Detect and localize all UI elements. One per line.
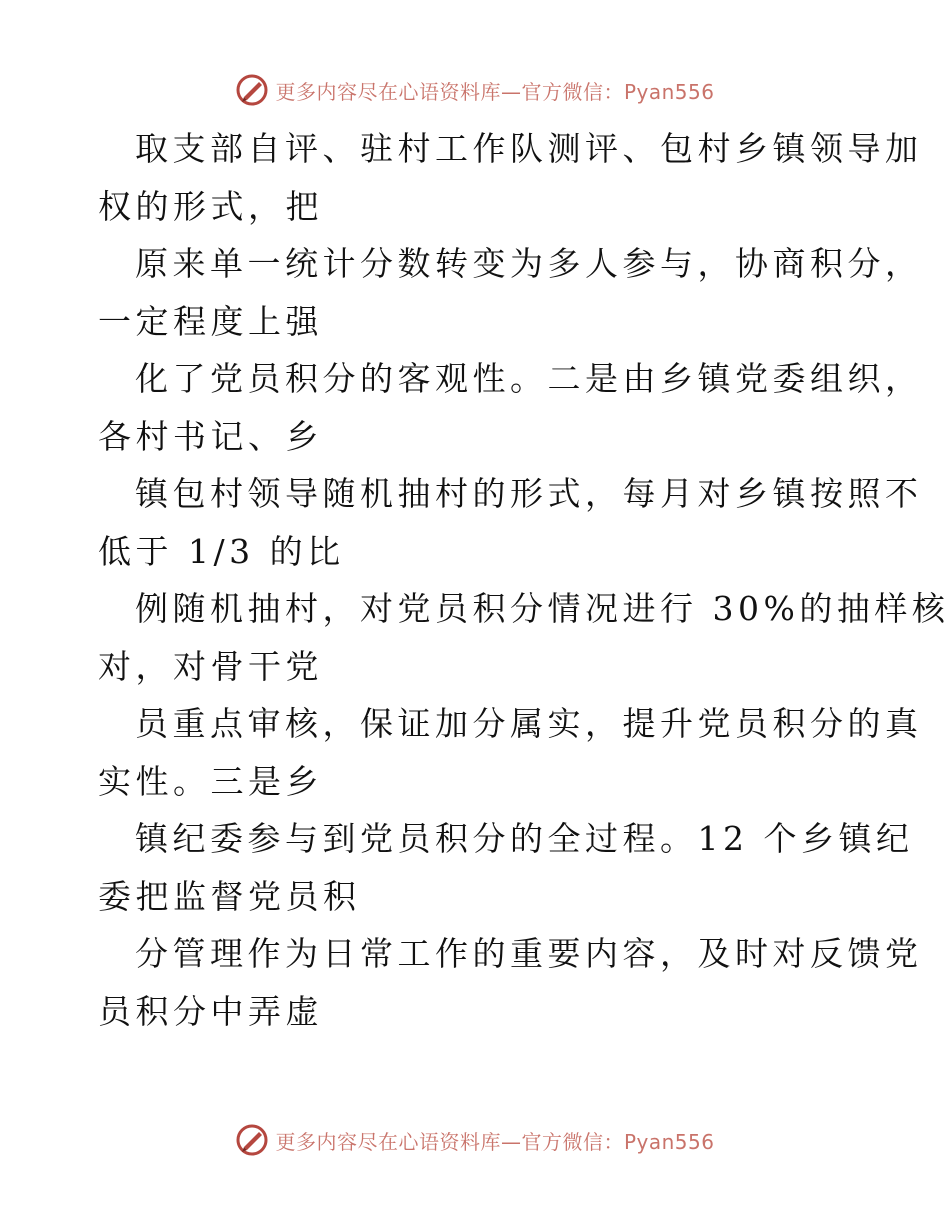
text-line: 一定程度上强 — [98, 301, 323, 341]
pen-logo-icon — [235, 73, 269, 107]
footer-watermark-text: 更多内容尽在心语资料库—官方微信：Pyan556 — [275, 1129, 715, 1154]
text-line: 对，对骨干党 — [98, 646, 323, 686]
document-body — [98, 120, 950, 1040]
text-line: 镇纪委参与到党员积分的全过程。12 个乡镇纪 — [135, 819, 914, 858]
header-watermark-text: 更多内容尽在心语资料库—官方微信：Pyan556 — [275, 79, 715, 104]
text-line: 取支部自评、驻村工作队测评、包村乡镇领导加 — [135, 129, 923, 168]
text-line: 化了党员积分的客观性。二是由乡镇党委组织， — [135, 359, 923, 398]
text-line: 分管理作为日常工作的重要内容，及时对反馈党 — [135, 934, 923, 973]
text-line: 员积分中弄虚 — [98, 991, 323, 1031]
text-line: 委把监督党员积 — [98, 876, 361, 916]
text-line: 低于 1/3 的比 — [98, 531, 345, 571]
footer-watermark — [0, 1120, 950, 1160]
text-line: 各村书记、乡 — [98, 416, 323, 456]
text-line: 实性。三是乡 — [98, 761, 323, 801]
text-line: 镇包村领导随机抽村的形式，每月对乡镇按照不 — [135, 474, 923, 513]
text-line: 员重点审核，保证加分属实，提升党员积分的真 — [135, 704, 923, 743]
text-line: 原来单一统计分数转变为多人参与，协商积分， — [135, 244, 923, 283]
header-watermark — [0, 70, 950, 110]
text-line: 权的形式，把 — [98, 186, 323, 226]
text-line: 例随机抽村，对党员积分情况进行 30%的抽样核 — [135, 589, 950, 628]
pen-logo-icon — [235, 1123, 269, 1157]
